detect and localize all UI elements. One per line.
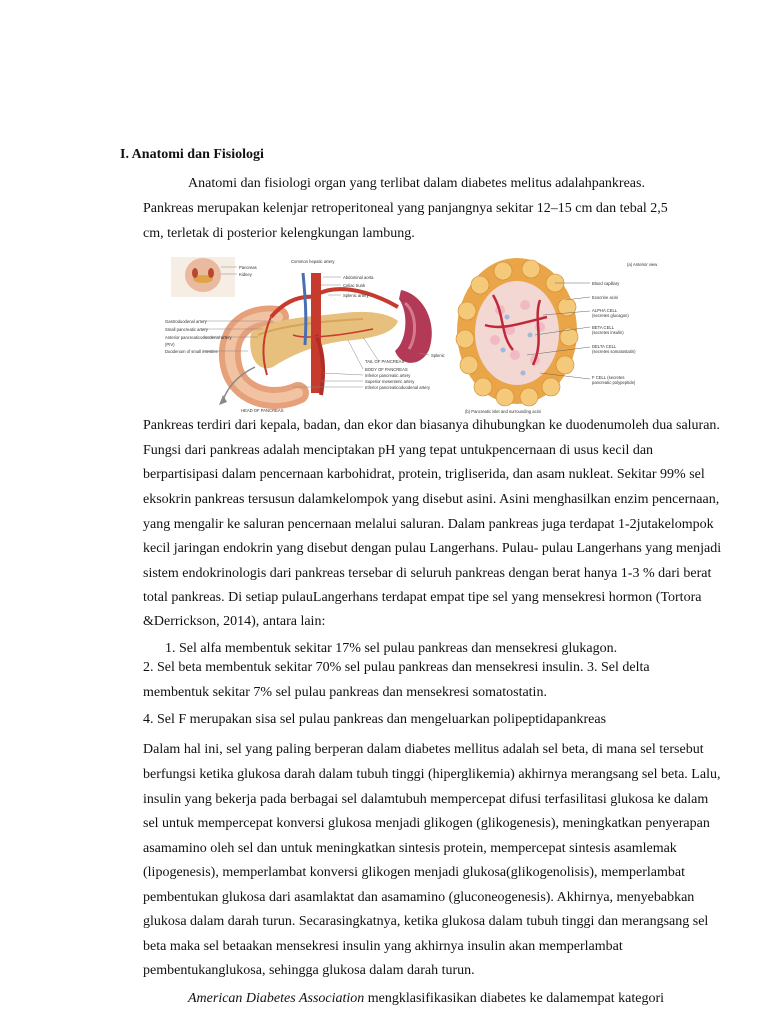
label-splenic-artery: Splenic artery [343, 293, 369, 298]
list-item-1: 1. Sel alfa membentuk sekitar 17% sel pulau pankreas dan mensekresi glukagon. [165, 641, 618, 656]
label-f-cell: F CELL (secretes [592, 375, 625, 380]
para1-line-3: berpartisipasi dalam pencernaan karbohidrat, protein, trigliserida, dan asam nukleat. Sekitar 99% sel [143, 467, 705, 482]
intro-line-1: Anatomi dan fisiologi organ yang terlibat dalam diabetes melitus adalahpankreas. [188, 176, 645, 191]
label-common-hepatic-artery: Common hepatic artery [291, 259, 335, 264]
label-celiac-trunk: Celiac trunk [343, 283, 366, 288]
para1-line-1: Pankreas terdiri dari kepala, badan, dan ekor dan biasanya dihubungkan ke duodenumoleh dua saluran. [143, 418, 720, 433]
final-line [188, 990, 664, 1008]
label-alpha-sub: (secretes glucagon) [592, 313, 629, 318]
para2-line-3: insulin yang bekerja pada berbagai sel dalamtubuh mempercepat difusi terfasilitasi glukosa ke dalam [143, 792, 709, 807]
list-item-4: 4. Sel F merupakan sisa sel pulau pankreas dan mengeluarkan polipeptidapankreas [143, 712, 607, 727]
label-beta-cell: BETA CELL [592, 325, 615, 330]
label-abdominal-aorta: Abdominal aorta [343, 275, 374, 280]
label-gastroduodenal-artery: Gastroduodenal artery [165, 319, 207, 324]
label-inferior-pancreaticoduodenal: Inferior pancreaticoduodenal artery [365, 385, 430, 390]
pancreatic-islet-illustration [455, 255, 670, 417]
para1-line-2: Fungsi dari pankreas adalah menciptakan pH yang tepat untukpencernaan di usus kecil dan [143, 443, 654, 458]
label-small-pancreatic-artery: Small pancreatic artery [165, 327, 208, 332]
para1-line-6: kecil jaringan endokrin yang disebut dengan pulau Langerhans. Pulau- pulau Langerhans yang menjadi [143, 541, 722, 556]
pancreas-anatomy-figure [163, 255, 448, 415]
para2-line-4: sel untuk mempercepat konversi glukosa menjadi glikogen (glikogenesis), meningkatkan penyerapan [143, 816, 710, 831]
final-line-rest: mengklasifikasikan diabetes ke dalamempat kategori [364, 991, 665, 1006]
label-anterior-pancreaticoduodenal: Anterior pancreaticoduodenal artery [165, 335, 232, 340]
ada-name: American Diabetes Association [188, 991, 365, 1006]
label-alpha-cell: ALPHA CELL [592, 308, 618, 313]
section-heading: I. Anatomi dan Fisiologi [120, 147, 264, 162]
label-anterior-view: (a) Anterior view [627, 262, 658, 267]
para1-line-9: &Derrickson, 2014), antara lain: [143, 614, 326, 629]
para2-line-10: pembentukanglukosa, sehingga glukosa dalam darah turun. [143, 963, 475, 978]
figure-caption: (b) Pancreatic islet and surrounding acini [465, 409, 541, 414]
label-duodenum: Duodenum of small intestine [165, 349, 218, 354]
label-body-of-pancreas: BODY OF PANCREAS [365, 367, 408, 372]
intro-line-2: Pankreas merupakan kelenjar retroperitoneal yang panjangnya sekitar 12–15 cm dan tebal 2,5 [143, 201, 668, 216]
intro-line-3: cm, terletak di posterior kelengkungan lambung. [143, 226, 415, 241]
list-item-2-3: 2. Sel beta membentuk sekitar 70% sel pulau pankreas dan mensekresi insulin. 3. Sel delta [143, 660, 650, 675]
pancreatic-islet-figure [455, 255, 670, 417]
para2-line-2: berfungsi ketika glukosa darah dalam tubuh tinggi (hiperglikemia) akhirnya merangsang sel beta. Lalu, [143, 767, 721, 782]
label-beta-sub: (secretes insulin) [592, 330, 624, 335]
para2-line-7: pembentukan glukosa dari asamlaktat dan asamamino (gluconeogenesis). Akhirnya, menyebabkan [143, 890, 695, 905]
para1-line-5: yang mengalir ke saluran pencernaan melalui saluran. Dalam pankreas juga terdapat 1-2jutakelompok [143, 517, 714, 532]
label-delta-sub: (secretes somatostatin) [592, 349, 636, 354]
list-item-3-cont: membentuk sekitar 7% sel pulau pankreas dan mensekresi somatostatin. [143, 685, 547, 700]
label-blood-capillary: Blood capillary [592, 281, 620, 286]
label-delta-cell: DELTA CELL [592, 344, 617, 349]
para2-line-1: Dalam hal ini, sel yang paling berperan dalam diabetes mellitus adalah sel beta, di mana sel tersebut [143, 742, 704, 757]
pancreas-anatomy-illustration [163, 255, 448, 415]
label-inferior-pancreatic-artery: Inferior pancreatic artery [365, 373, 411, 378]
para2-line-5: asamamino oleh sel dan untuk meningkatkan sintesis protein, mempercepat sintesis asamlemak [143, 841, 677, 856]
label-tail-of-pancreas: TAIL OF PANCREAS [365, 359, 405, 364]
para1-line-8: total pankreas. Di setiap pulauLangerhans terdapat empat tipe sel yang mensekresi hormon (Tortora [143, 590, 702, 605]
label-head-of-pancreas: HEAD OF PANCREAS [241, 408, 284, 413]
label-superior-mesenteric-artery: Superior mesenteric artery [365, 379, 415, 384]
para1-line-4: eksokrin pankreas tersusun dalamkelompok yang disebut asini. Asini menghasilkan enzim pencernaan, [143, 492, 720, 507]
label-exocrine-acini: Exocrine acini [592, 295, 619, 300]
label-pancreas: Pancreas [239, 265, 257, 270]
label-kidney: Kidney [239, 272, 252, 277]
label-piv: (PIV) [165, 342, 175, 347]
para2-line-9: beta maka sel betaakan mensekresi insulin yang akhirnya insulin akan memperlambat [143, 939, 623, 954]
label-splenic: Splenic [431, 353, 445, 358]
para1-line-7: sistem endokrinologis dari pankreas tersebar di seluruh pankreas dengan berat hanya 1-3 % dari berat [143, 566, 712, 581]
para2-line-8: glukosa dalam darah turun. Secarasingkatnya, ketika glukosa dalam tubuh tinggi dan merangsang sel [143, 914, 709, 929]
label-f-sub: pancreatic polypeptide) [592, 380, 636, 385]
para2-line-6: (lipogenesis), memperlambat konversi glikogen menjadi glukosa(glikogenolisis), memperlambat [143, 865, 685, 880]
